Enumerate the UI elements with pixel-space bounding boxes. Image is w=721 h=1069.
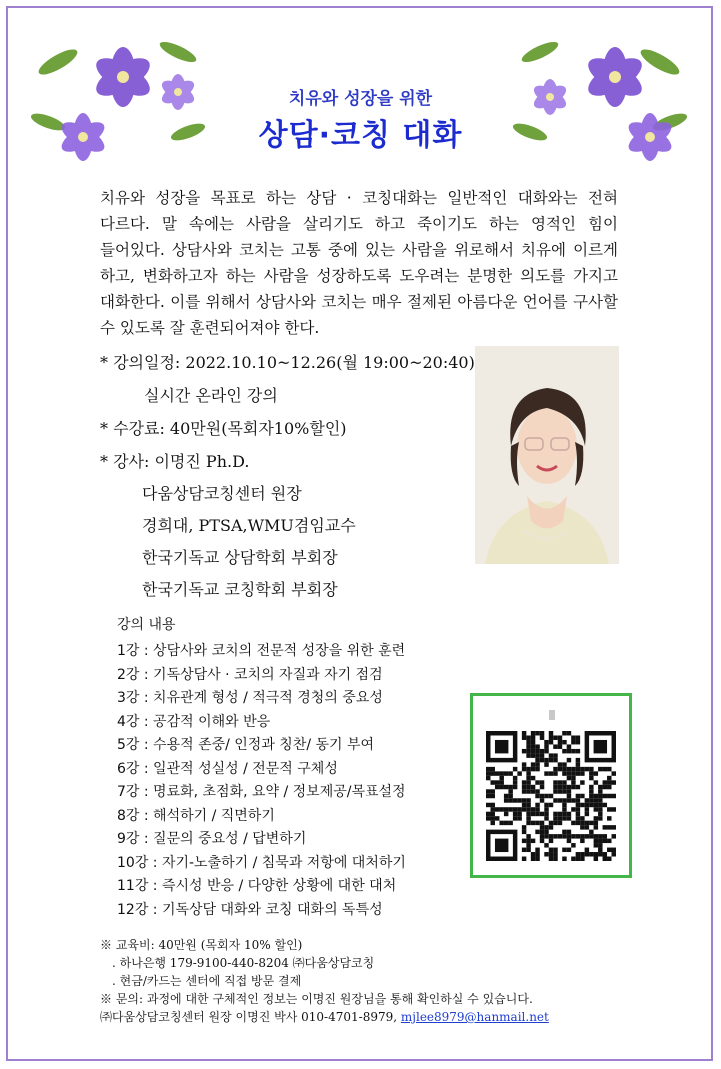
- notes-section: [100, 936, 640, 1026]
- header-subtitle: 치유와 성장을 위한: [288, 89, 433, 109]
- page-title: 상담·코칭 대화: [258, 118, 463, 153]
- note-payment: . 현금/카드는 센터에 직접 방문 결제: [112, 974, 302, 988]
- lesson-item: 10강 : 자기-노출하기 / 침묵과 저항에 대처하기: [117, 854, 406, 871]
- lessons-heading: 강의 내용: [117, 617, 176, 633]
- lesson-item: 1강 : 상담사와 코치의 전문적 성장을 위한 훈련: [117, 643, 406, 659]
- intro-paragraph: 치유와 성장을 목표로 하는 상담 · 코칭대화는 일반적인 대화와는 전혀 다르다. 말 속에는 사람을 살리기도 하고 죽이기도 하는 영적인 힘이 들어있다. 상담사와 코치는 고통 중에 있는 사람을 위로해서 치유에 이르게 하고, 변화하고자 하는 사람을 성장하도록 도우려는 분명한 의도를 가지고 대화한다. 이를 위해서 상담사와 코치는 매우 절제된 아름다운 언어를 구사할 수 있도록 잘 훈련되어져야 한다.: [100, 189, 618, 337]
- lesson-item: 2강 : 기독상담사 · 코치의 자질과 자기 점검: [117, 666, 383, 683]
- lesson-item: 5강 : 수용적 존중/ 인정과 칭찬/ 동기 부여: [117, 737, 375, 753]
- lesson-item: 11강 : 즉시성 반응 / 다양한 상황에 대한 대처: [117, 878, 397, 894]
- lesson-item: 9강 : 질문의 중요성 / 답변하기: [117, 831, 307, 847]
- qr-code[interactable]: [486, 731, 616, 861]
- schedule-line: * 강의일정: 2022.10.10~12.26(월 19:00~20:40): [100, 353, 475, 372]
- note-fee: ※ 교육비: 40만원 (목회자 10% 할인): [100, 938, 303, 952]
- instructor-title: 한국기독교 상담학회 부회장: [142, 548, 338, 567]
- fee-line: * 수강료: 40만원(목회자10%할인): [100, 419, 347, 438]
- note-inquiry: ※ 문의: 과정에 대한 구체적인 정보는 이명진 원장님을 통해 확인하실 수 있습니다.: [100, 992, 533, 1006]
- lesson-item: 6강 : 일관적 성실성 / 전문적 구체성: [117, 760, 338, 777]
- qr-header-mark: [549, 710, 555, 720]
- instructor-title: 다움상담코칭센터 원장: [142, 484, 302, 503]
- qr-code-box[interactable]: [470, 693, 632, 878]
- note-bank-account: . 하나은행 179-9100-440-8204 ㈜다움상담코칭: [112, 956, 375, 970]
- lesson-item: 7강 : 명료화, 초점화, 요약 / 정보제공/목표설정: [117, 784, 406, 800]
- lesson-item: 12강 : 기독상담 대화와 코칭 대화의 독특성: [117, 901, 383, 918]
- instructor-title: 한국기독교 코칭학회 부회장: [142, 580, 338, 599]
- lesson-item: 8강 : 해석하기 / 직면하기: [117, 807, 275, 824]
- lesson-item: 3강 : 치유관계 형성 / 적극적 경청의 중요성: [117, 690, 383, 706]
- note-contact: [100, 1008, 640, 1026]
- lesson-item: 4강 : 공감적 이해와 반응: [117, 713, 271, 730]
- format-line: 실시간 온라인 강의: [144, 386, 278, 405]
- instructor-line: * 강사: 이명진 Ph.D.: [100, 452, 250, 471]
- contact-text: ㈜다움상담코칭센터 원장 이명진 박사 010-4701-8979,: [100, 1010, 401, 1024]
- email-link[interactable]: mjlee8979@hanmail.net: [400, 1010, 549, 1024]
- instructor-photo: [475, 346, 619, 564]
- instructor-title: 경희대, PTSA,WMU겸임교수: [142, 516, 356, 535]
- lesson-list: [117, 640, 477, 922]
